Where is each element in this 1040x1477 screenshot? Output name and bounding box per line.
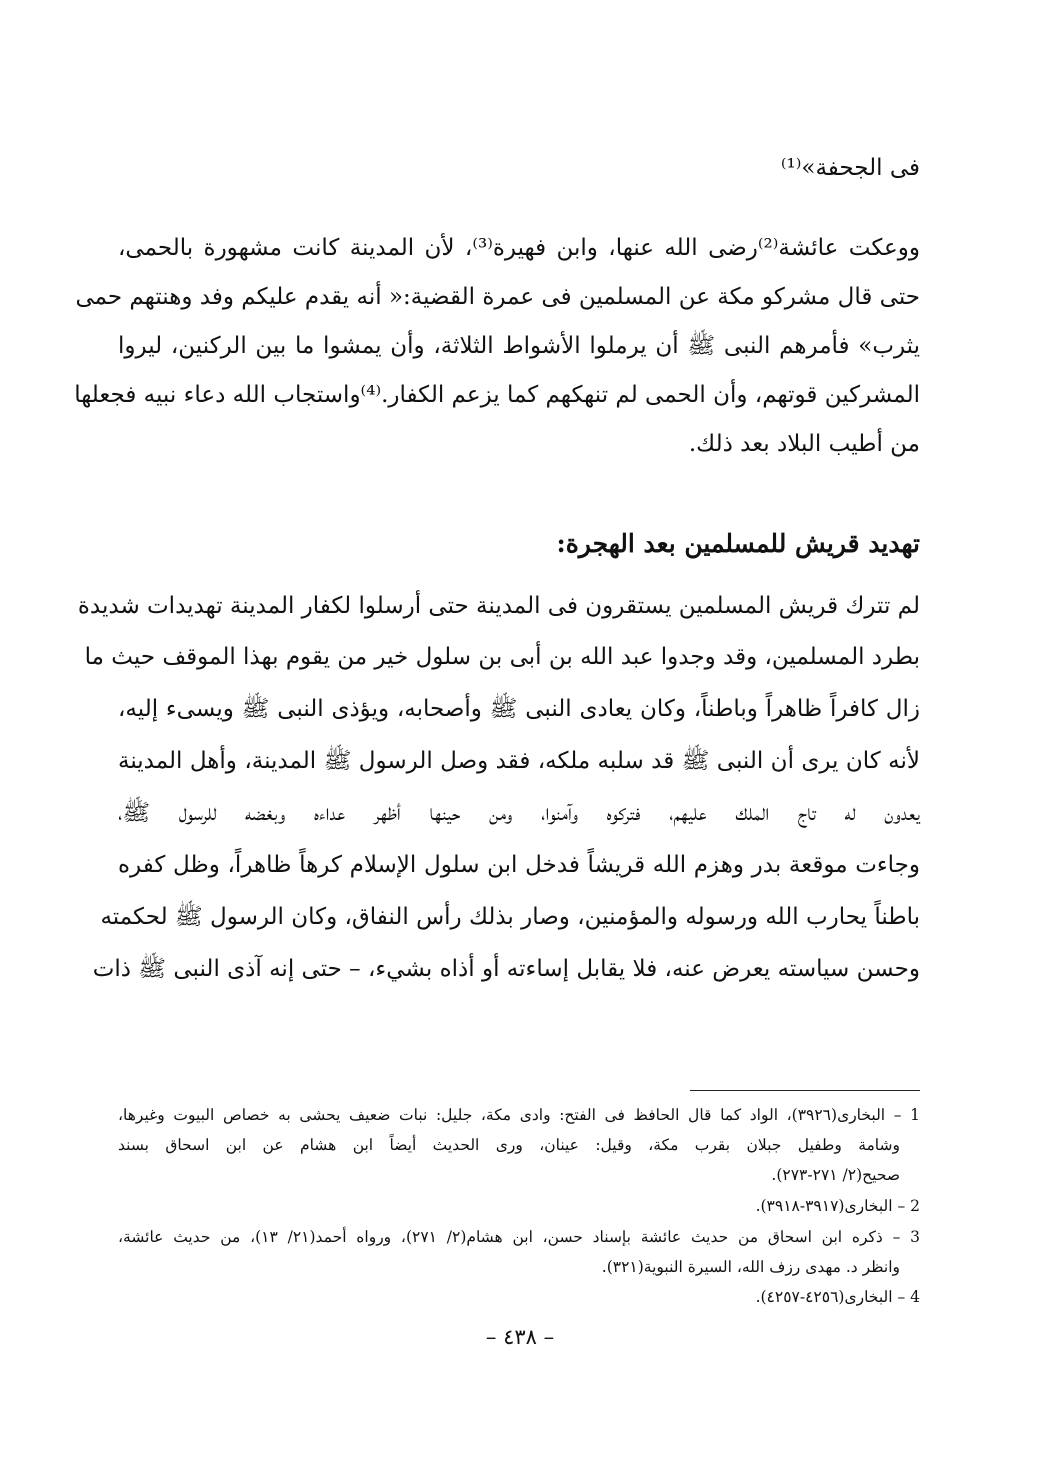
paragraph-line: بطرد المسلمين، وقد وجدوا عبد الله بن أبى بن سلول خير من يقوم بهذا الموقف حيث ما [84,644,920,670]
paragraph-line: وجاءت موقعة بدر وهزم الله قريشاً فدخل ابن سلول الإسلام كرهاً ظاهراً، وظل كفره [118,852,920,878]
paragraph-line: من أطيب البلاد بعد ذلك. [688,431,920,457]
continuation-line: فى الجحفة»⁽¹⁾ [780,155,920,181]
paragraph-line: يثرب» فأمرهم النبى ﷺ أن يرملوا الأشواط الثلاثة، وأن يمشوا ما بين الركنين، ليروا [118,333,920,359]
page-number: – ٤٣٨ – [485,1325,555,1349]
footnote-1-line: صحيح(٢/ ٢٧١-٢٧٣). [771,1166,900,1184]
paragraph-line: زال كافراً ظاهراً وباطناً، وكان يعادى النبى ﷺ وأصحابه، ويؤذى النبى ﷺ ويسىء إليه، [118,696,920,722]
footnote-3-line: 3 – ذكره ابن اسحاق من حديث عائشة بإسناد حسن، ابن هشام(٢/ ٢٧١)، ورواه أحمد(٢١/ ١٣)، من حديث عائشة، [118,1228,920,1246]
paragraph-line: المشركين قوتهم، وأن الحمى لم تنهكهم كما يزعم الكفار.⁽⁴⁾واستجاب الله دعاء نبيه فجعلها [74,382,920,408]
paragraph-line: باطناً يحارب الله ورسوله والمؤمنين، وصار بذلك رأس النفاق، وكان الرسول ﷺ لحكمته [100,904,920,930]
paragraph-line: لأنه كان يرى أن النبى ﷺ قد سلبه ملكه، فقد وصل الرسول ﷺ المدينة، وأهل المدينة [118,748,920,774]
paragraph-line: ووعكت عائشة⁽²⁾رضى الله عنها، وابن فهيرة⁽³⁾، لأن المدينة كانت مشهورة بالحمى، [118,235,920,261]
paragraph-line: حتى قال مشركو مكة عن المسلمين فى عمرة القضية:« أنه يقدم عليكم وفد وهنتهم حمى [75,284,920,310]
footnote-3-line: وانظر د. مهدى رزف الله، السيرة النبوية(٣٢١). [601,1258,900,1276]
footnote-2: 2 – البخارى(٣٩١٧-٣٩١٨). [755,1197,920,1215]
paragraph-line: يعدون له تاج الملك عليهم، فتركوه وآمنوا، ومن حينها أظهر عداءه وبغضه للرسول ﷺ، [118,800,920,826]
section-heading: تهديد قريش للمسلمين بعد الهجرة: [556,529,920,558]
footnote-separator [690,1090,920,1091]
paragraph-line: وحسن سياسته يعرض عنه، فلا يقابل إساءته أو أذاه بشيء، – حتى إنه آذى النبى ﷺ ذات [92,956,920,982]
footnote-4: 4 – البخارى(٤٢٥٦-٤٢٥٧). [755,1288,920,1306]
footnote-1-line: 1 – البخارى(٣٩٢٦)، الواد كما قال الحافظ فى الفتح: وادى مكة، جليل: نبات ضعيف يحشى به خصاص البيوت وغيرها، [118,1106,920,1124]
footnote-1-line: وشامة وطفيل جبلان بقرب مكة، وقيل: عينان، ورى الحديث أيضاً ابن هشام عن ابن اسحاق بسند [118,1136,900,1154]
paragraph-line: لم تترك قريش المسلمين يستقرون فى المدينة حتى أرسلوا لكفار المدينة تهديدات شديدة [77,593,920,619]
